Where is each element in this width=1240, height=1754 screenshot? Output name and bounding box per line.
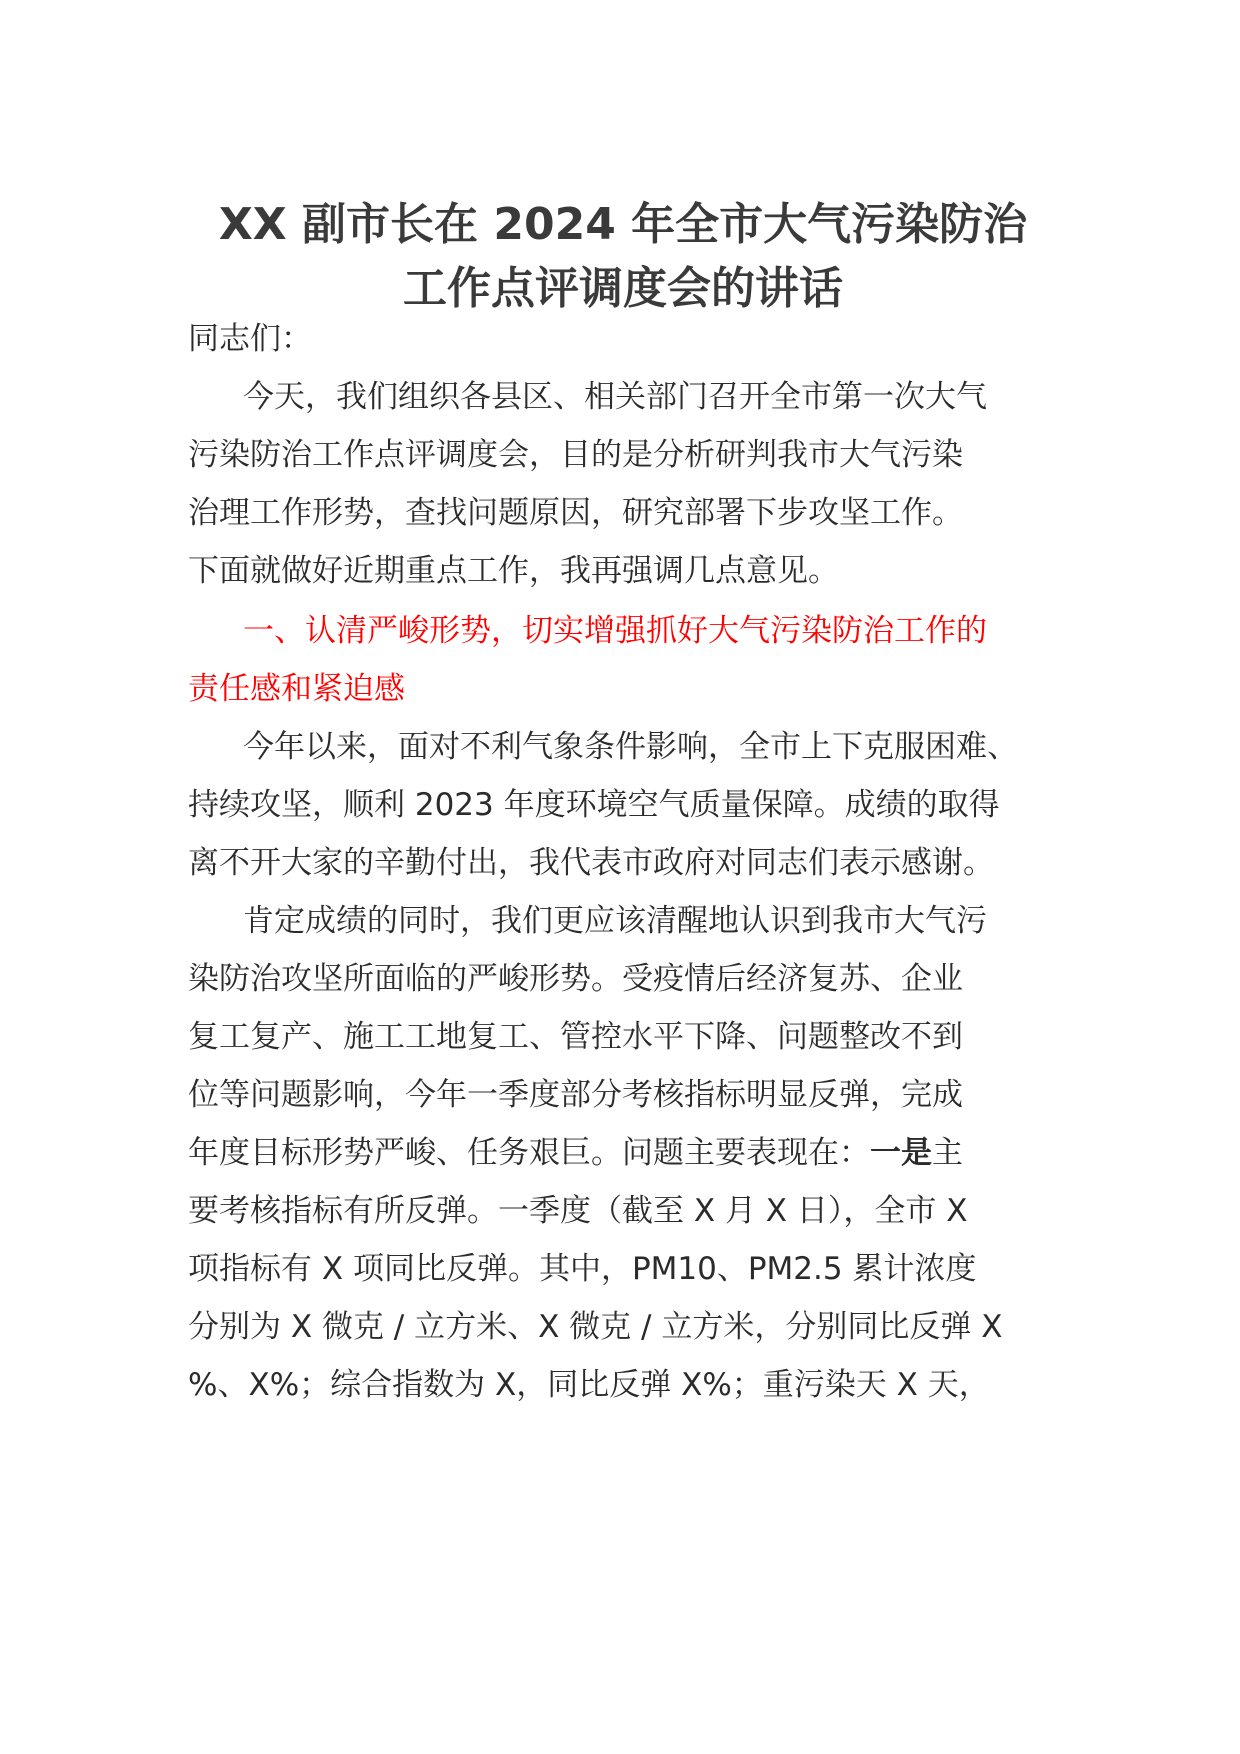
document-title-line-2: 工作点评调度会的讲话 — [403, 263, 843, 314]
paragraph-3-line-6: 要考核指标有所反弹。一季度（截至 X 月 X 日），全市 X — [188, 1193, 968, 1229]
document-page — [188, 0, 1058, 1754]
paragraph-2-line-1: 今年以来，面对不利气象条件影响，全市上下克服困难、 — [243, 729, 1018, 765]
paragraph-1-line-4: 下面就做好近期重点工作，我再强调几点意见。 — [188, 553, 839, 589]
paragraph-3-line-5 — [188, 1120, 963, 1186]
paragraph-3-line-3: 复工复产、施工工地复工、管控水平下降、问题整改不到 — [188, 1019, 963, 1055]
paragraph-3-line-2: 染防治攻坚所面临的严峻形势。受疫情后经济复苏、企业 — [188, 961, 963, 997]
paragraph-3-line-1: 肯定成绩的同时，我们更应该清醒地认识到我市大气污 — [243, 903, 987, 939]
paragraph-2-line-2: 持续攻坚，顺利 2023 年度环境空气质量保障。成绩的取得 — [188, 787, 1000, 823]
paragraph-3-line-7: 项指标有 X 项同比反弹。其中，PM10、PM2.5 累计浓度 — [188, 1251, 977, 1287]
emphasis-first-point: 一是 — [870, 1135, 932, 1171]
paragraph-3-line-5-text: 年度目标形势严峻、任务艰巨。问题主要表现在： — [188, 1135, 870, 1171]
paragraph-1-line-2: 污染防治工作点评调度会，目的是分析研判我市大气污染 — [188, 437, 963, 473]
paragraph-2-line-3: 离不开大家的辛勤付出，我代表市政府对同志们表示感谢。 — [188, 845, 994, 881]
salutation: 同志们： — [188, 321, 312, 357]
section-1-heading-line-2: 责任感和紧迫感 — [188, 671, 405, 707]
paragraph-1-line-1: 今天，我们组织各县区、相关部门召开全市第一次大气 — [243, 379, 987, 415]
paragraph-3-line-8: 分别为 X 微克 / 立方米、X 微克 / 立方米，分别同比反弹 X — [188, 1309, 1003, 1345]
document-title-line-1: XX 副市长在 2024 年全市大气污染防治 — [218, 199, 1028, 250]
paragraph-3-line-4: 位等问题影响，今年一季度部分考核指标明显反弹，完成 — [188, 1077, 963, 1113]
paragraph-1-line-3: 治理工作形势，查找问题原因，研究部署下步攻坚工作。 — [188, 495, 963, 531]
section-1-heading-line-1: 一、认清严峻形势，切实增强抓好大气污染防治工作的 — [243, 613, 987, 649]
paragraph-3-line-9: %、X%；综合指数为 X，同比反弹 X%；重污染天 X 天， — [188, 1367, 990, 1403]
paragraph-3-line-5-tail: 主 — [932, 1135, 963, 1171]
